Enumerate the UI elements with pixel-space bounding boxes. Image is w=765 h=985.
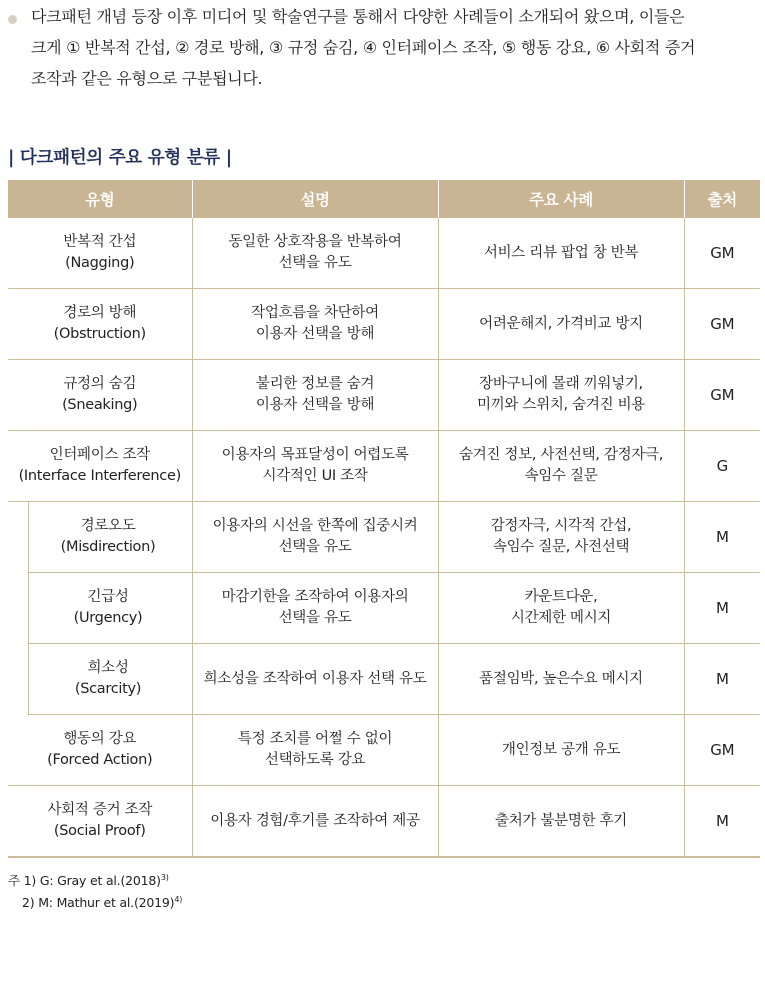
source-cell: M bbox=[684, 573, 760, 644]
type-en: (Urgency) bbox=[73, 610, 143, 626]
desc-line: 희소성을 조작하여 이용자 선택 유도 bbox=[203, 670, 427, 687]
description-cell bbox=[192, 289, 438, 360]
type-ko: 반복적 간섭 bbox=[63, 234, 137, 250]
examples-cell bbox=[438, 715, 684, 786]
header-examples: 주요 사례 bbox=[438, 180, 684, 218]
example-line: 시간제한 메시지 bbox=[510, 610, 612, 626]
desc-line: 이용자 선택을 방해 bbox=[255, 397, 375, 413]
subgroup-indent bbox=[8, 502, 28, 715]
type-en: (Nagging) bbox=[65, 255, 135, 271]
examples-cell bbox=[438, 573, 684, 644]
type-en: (Scarcity) bbox=[74, 681, 142, 697]
type-cell bbox=[8, 289, 192, 360]
intro-line-3: 조작과 같은 유형으로 구분됩니다. bbox=[31, 69, 263, 88]
desc-line: 시각적인 UI 조작 bbox=[262, 468, 368, 484]
desc-line: 선택을 유도 bbox=[278, 539, 352, 555]
table-row bbox=[8, 289, 760, 360]
footnote-1 bbox=[8, 868, 182, 890]
table-row bbox=[8, 644, 760, 715]
description-cell bbox=[192, 715, 438, 786]
desc-line: 선택을 유도 bbox=[278, 610, 352, 626]
desc-line: 마감기한을 조작하여 이용자의 bbox=[221, 589, 409, 605]
intro-line-1: 다크패턴 개념 등장 이후 미디어 및 학술연구를 통해서 다양한 사례들이 소개되어 왔으며, 이들은 bbox=[31, 7, 685, 26]
examples-cell bbox=[438, 502, 684, 573]
type-cell bbox=[28, 573, 192, 644]
type-ko: 경로의 방해 bbox=[63, 305, 137, 321]
desc-line: 이용자 선택을 방해 bbox=[255, 326, 375, 342]
table-row bbox=[8, 431, 760, 502]
footnote-1-ref: 3) bbox=[160, 873, 169, 882]
type-cell bbox=[8, 715, 192, 786]
type-cell bbox=[28, 502, 192, 573]
type-en: (Sneaking) bbox=[62, 397, 138, 413]
table-row bbox=[8, 360, 760, 431]
example-line: 어려운해지, 가격비교 방지 bbox=[479, 315, 643, 332]
table-row bbox=[8, 218, 760, 289]
desc-line: 이용자 경험/후기를 조작하여 제공 bbox=[210, 812, 420, 829]
intro-line-2: 크게 ① 반복적 간섭, ② 경로 방해, ③ 규정 숨김, ④ 인터페이스 조작, ⑤ 행동 강요, ⑥ 사회적 증거 bbox=[31, 38, 696, 57]
type-ko: 경로오도 bbox=[80, 518, 136, 534]
footnotes bbox=[8, 868, 182, 912]
type-ko: 행동의 강요 bbox=[63, 731, 137, 747]
header-description: 설명 bbox=[192, 180, 438, 218]
source-cell: GM bbox=[684, 715, 760, 786]
type-ko: 희소성 bbox=[87, 660, 129, 676]
type-cell bbox=[8, 431, 192, 502]
bullet-icon bbox=[8, 15, 17, 24]
example-line: 카운트다운, bbox=[524, 589, 598, 605]
desc-line: 불리한 정보를 숨겨 bbox=[255, 376, 375, 392]
description-cell bbox=[192, 644, 438, 715]
example-line: 숨겨진 정보, 사전선택, 감정자극, bbox=[458, 447, 664, 463]
source-cell: GM bbox=[684, 218, 760, 289]
source-cell: M bbox=[684, 502, 760, 573]
description-cell bbox=[192, 360, 438, 431]
type-ko: 사회적 증거 조작 bbox=[47, 802, 153, 818]
table-row bbox=[8, 573, 760, 644]
type-en: (Misdirection) bbox=[60, 539, 156, 555]
desc-line: 이용자의 시선을 한쪽에 집중시켜 bbox=[212, 518, 418, 534]
dark-pattern-table bbox=[8, 180, 760, 858]
type-cell bbox=[28, 644, 192, 715]
description-cell bbox=[192, 573, 438, 644]
footnote-2 bbox=[8, 890, 182, 912]
type-en: (Obstruction) bbox=[53, 326, 146, 342]
example-line: 개인정보 공개 유도 bbox=[501, 741, 621, 758]
desc-line: 선택하도록 강요 bbox=[264, 752, 366, 768]
description-cell bbox=[192, 431, 438, 502]
example-line: 속임수 질문 bbox=[524, 468, 598, 484]
source-cell: M bbox=[684, 786, 760, 858]
table-row bbox=[8, 715, 760, 786]
footnote-1-text: 주 1) G: Gray et al.(2018) bbox=[8, 873, 161, 889]
section-title: | 다크패턴의 주요 유형 분류 | bbox=[8, 148, 232, 168]
desc-line: 특정 조치를 어쩔 수 없이 bbox=[237, 731, 393, 747]
source-cell: G bbox=[684, 431, 760, 502]
type-cell bbox=[8, 786, 192, 858]
header-source: 출처 bbox=[684, 180, 760, 218]
type-cell bbox=[8, 360, 192, 431]
header-type: 유형 bbox=[8, 180, 192, 218]
desc-line: 작업흐름을 차단하여 bbox=[251, 305, 379, 321]
footnote-2-ref: 4) bbox=[174, 895, 183, 905]
footnote-2-text: 2) M: Mathur et al.(2019) bbox=[22, 895, 175, 911]
description-cell bbox=[192, 502, 438, 573]
desc-line: 선택을 유도 bbox=[278, 255, 352, 271]
type-cell bbox=[8, 218, 192, 289]
type-ko: 긴급성 bbox=[87, 589, 129, 605]
example-line: 장바구니에 몰래 끼워넣기, bbox=[479, 376, 643, 392]
example-line: 서비스 리뷰 팝업 창 반복 bbox=[483, 244, 639, 261]
examples-cell bbox=[438, 289, 684, 360]
examples-cell bbox=[438, 644, 684, 715]
source-cell: GM bbox=[684, 360, 760, 431]
description-cell bbox=[192, 218, 438, 289]
source-cell: GM bbox=[684, 289, 760, 360]
example-line: 미끼와 스위치, 숨겨진 비용 bbox=[477, 397, 646, 413]
type-ko: 규정의 숨김 bbox=[63, 376, 137, 392]
examples-cell bbox=[438, 431, 684, 502]
examples-cell bbox=[438, 218, 684, 289]
example-line: 감정자극, 시각적 간섭, bbox=[490, 518, 632, 534]
type-en: (Social Proof) bbox=[53, 823, 146, 839]
table-row bbox=[8, 786, 760, 858]
type-ko: 인터페이스 조작 bbox=[49, 447, 150, 463]
description-cell bbox=[192, 786, 438, 858]
table-header-row bbox=[8, 180, 760, 218]
example-line: 출처가 불분명한 후기 bbox=[495, 812, 627, 829]
examples-cell bbox=[438, 786, 684, 858]
type-en: (Interface Interference) bbox=[18, 468, 181, 484]
example-line: 품절임박, 높은수요 메시지 bbox=[479, 670, 643, 687]
desc-line: 동일한 상호작용을 반복하여 bbox=[228, 234, 402, 250]
example-line: 속임수 질문, 사전선택 bbox=[492, 539, 630, 555]
type-en: (Forced Action) bbox=[47, 752, 153, 768]
table-row bbox=[8, 502, 760, 573]
source-cell: M bbox=[684, 644, 760, 715]
examples-cell bbox=[438, 360, 684, 431]
desc-line: 이용자의 목표달성이 어렵도록 bbox=[221, 447, 409, 463]
